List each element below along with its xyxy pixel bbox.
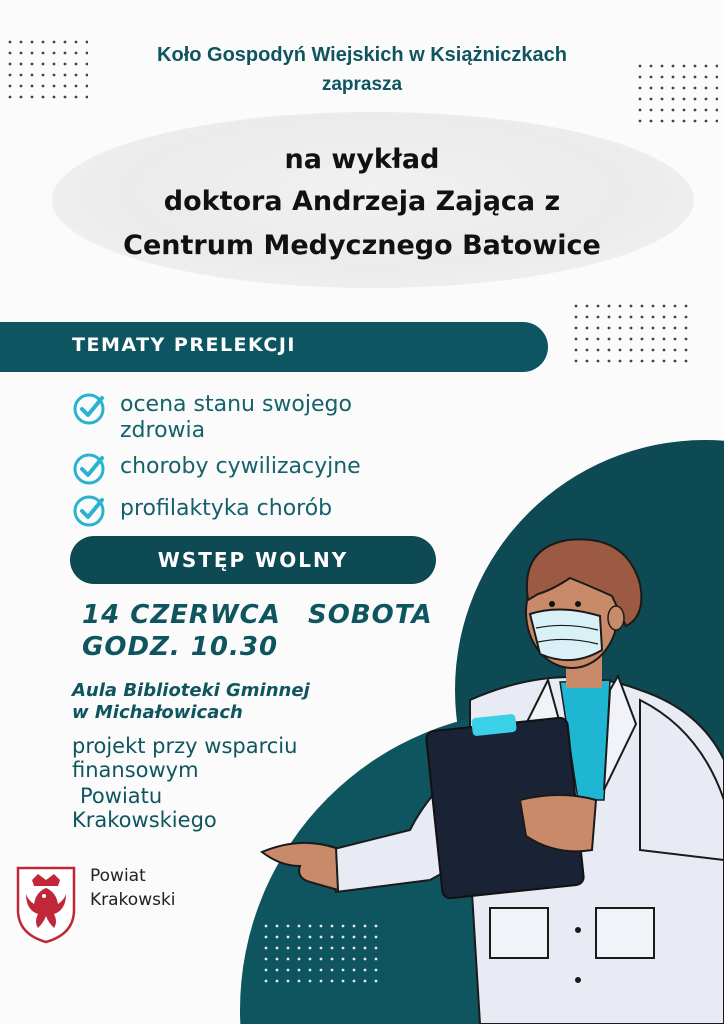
logo-text-line-2: Krakowski xyxy=(90,890,176,910)
headline-line-1: na wykład xyxy=(284,144,440,175)
sponsor-note-line-3: Powiatu xyxy=(80,784,163,808)
dot-grid-bottom xyxy=(258,922,378,990)
topic-text: choroby cywilizacyjne xyxy=(120,454,361,479)
sponsor-note-line-4: Krakowskiego xyxy=(72,808,217,832)
check-icon xyxy=(72,494,106,528)
event-time: GODZ. 10.30 xyxy=(82,632,279,662)
topic-text-continued: zdrowia xyxy=(120,418,206,443)
topic-text: profilaktyka chorób xyxy=(120,496,333,521)
admission-label: WSTĘP WOLNY xyxy=(157,548,349,572)
check-icon xyxy=(72,392,106,426)
organizer-invites: zaprasza xyxy=(321,74,403,95)
event-weekday: SOBOTA xyxy=(308,600,433,630)
event-place-line-1: Aula Biblioteki Gminnej xyxy=(72,680,310,701)
check-icon xyxy=(72,452,106,486)
headline-line-3: Centrum Medycznego Batowice xyxy=(123,230,601,261)
topics-heading: TEMATY PRELEKCJI xyxy=(72,334,296,356)
headline-line-2: doktora Andrzeja Zająca z xyxy=(163,186,561,217)
event-place-line-2: w Michałowicach xyxy=(72,702,243,723)
eagle-crest-icon xyxy=(16,866,76,944)
logo-text-line-1: Powiat xyxy=(90,866,146,886)
organizer-name: Koło Gospodyń Wiejskich w Książniczkach xyxy=(157,44,567,66)
topic-text: ocena stanu swojego xyxy=(120,392,352,417)
sponsor-note-line-2: finansowym xyxy=(72,758,199,782)
event-date: 14 CZERWCA xyxy=(82,600,281,630)
sponsor-note-line-1: projekt przy wsparciu xyxy=(72,734,298,758)
